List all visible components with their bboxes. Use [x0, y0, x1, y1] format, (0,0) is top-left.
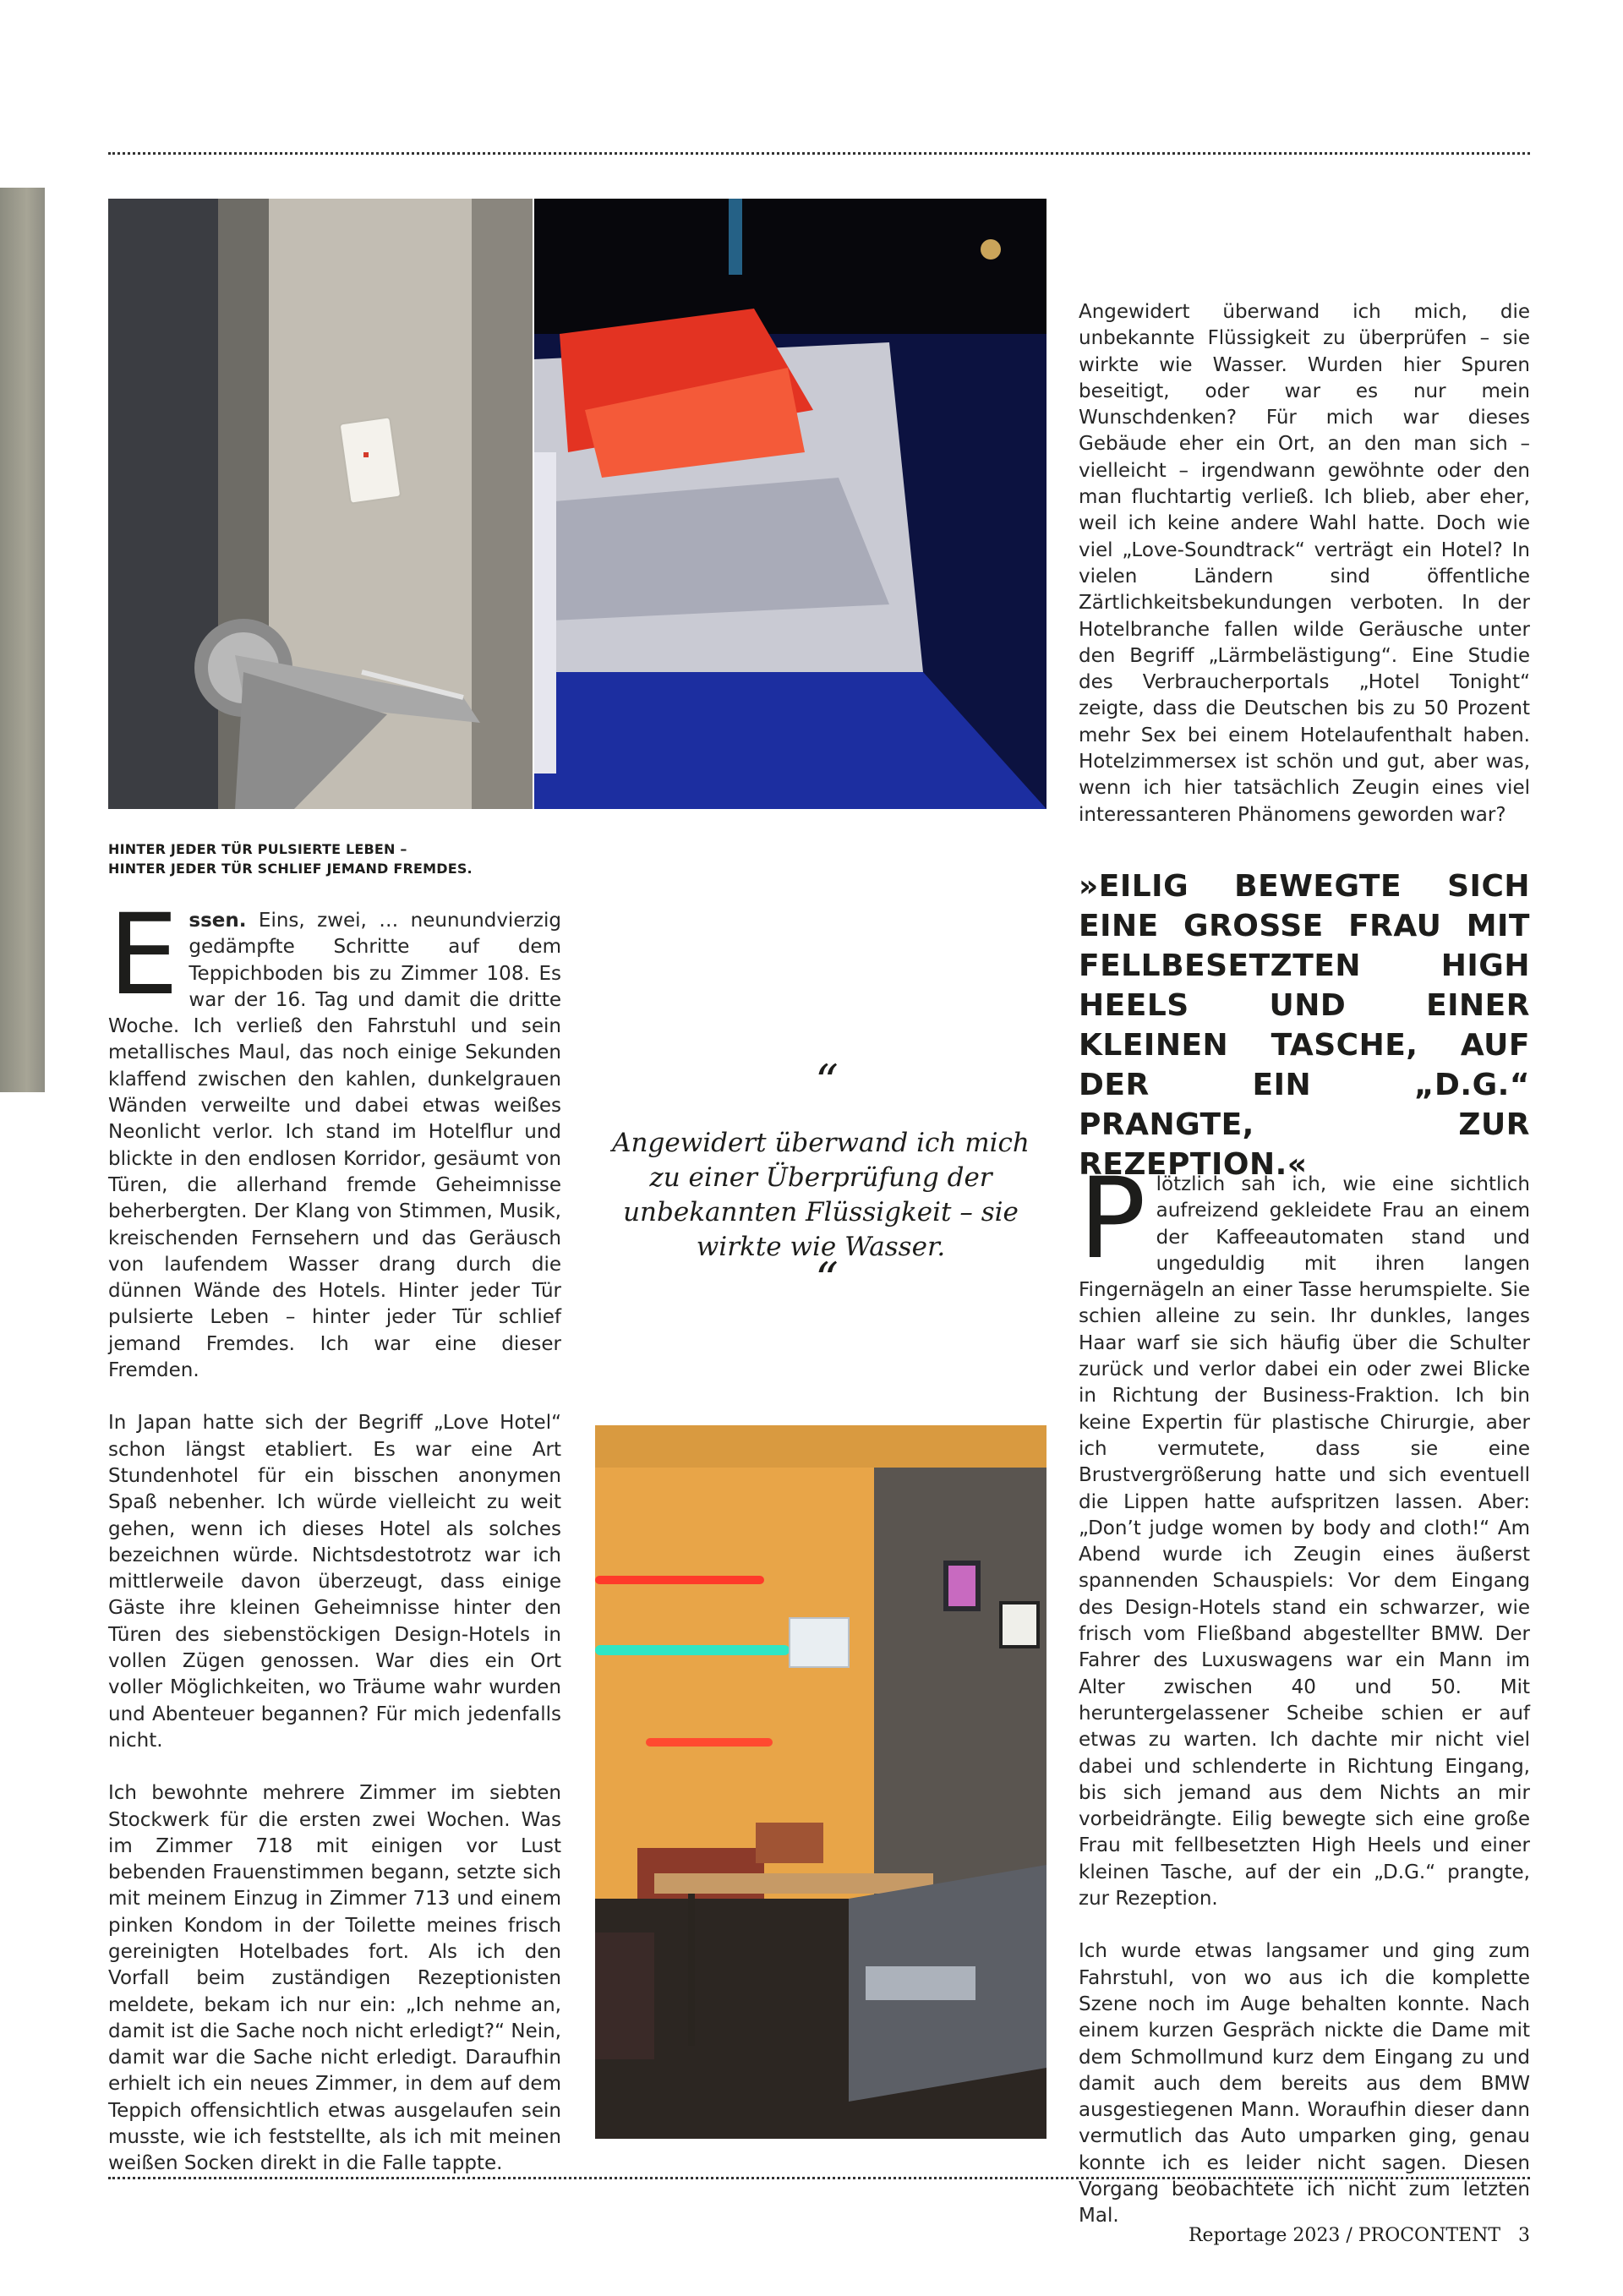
quote-mark-open: “	[815, 1055, 839, 1108]
photo-door-handle	[108, 199, 533, 809]
page-number: 3	[1518, 2225, 1530, 2246]
pull-quote: Angewidert überwand ich mich zu einer Überprüfung der unbekannten Flüssigkeit – sie wirkte wie Wasser.	[612, 1128, 1030, 1262]
photo-hotel-bed	[534, 199, 1046, 809]
footer-publication: Reportage 2023 / PROCONTENT	[1188, 2225, 1501, 2246]
right-bottom-paragraph-2: Ich wurde etwas langsamer und ging zum Fahrstuhl, von wo aus ich die komplette Szene noch im Auge behalten konnte. Nach einem kurzen Gespräch nickte die Dame mit dem Schmollmund kurz dem Eingang zu und damit auch dem bereits aus dem BMW ausgestiegenen Mann. Woraufhin dieser dann vermutlich das Auto umparken ging, genau konnte ich es leider nicht sagen. Diesen Vorgang beobachtete ich nicht zum letzten Mal.	[1079, 1940, 1530, 2228]
dropcap-e: E	[108, 890, 179, 1020]
photo-hotel-lounge	[595, 1425, 1046, 2139]
right-text-column-top	[1079, 299, 1530, 855]
caption-line-1: HINTER JEDER TÜR PULSIERTE LEBEN –	[108, 841, 407, 857]
hotel-bed-illustration	[534, 199, 1046, 809]
photo-caption	[108, 839, 615, 878]
left-paragraph-2: In Japan hatte sich der Begriff „Love Hotel“ schon längst etabliert. Es war eine Art Stundenhotel für ein bisschen anonymen Spaß nebenher. Ich würde vielleicht zu weit gehen, wenn ich dieses Hotel als solches bezeichnen würde. Nichtsdestotrotz war ich mittlerweile davon überzeugt, dass einige Gäste ihre kleinen Geheimnisse hinter den Türen des siebenstöckigen Design-Hotels in vollen Zügen genossen. War dies ein Ort voller Möglichkeiten, wo Träume wahr wurden und Abenteuer begannen? Für mich jedenfalls nicht.	[108, 1412, 561, 1752]
adjacent-page-photo-edge	[0, 188, 45, 1092]
bottom-dotted-rule	[108, 2177, 1530, 2179]
left-paragraph-3: Ich bewohnte mehrere Zimmer im siebten Stockwerk für die ersten zwei Wochen. Was im Zimmer 718 mit einigen vor Lust bebenden Frauenstimmen begann, setzte sich mit meinem Einzug in Zimmer 713 und einem pinken Kondom in der Toilette meines frisch gereinigten Hotelbades fort. Als ich den Vorfall beim zuständigen Rezeptionisten meldete, bekam ich nur ein: „Ich nehme an, damit ist die Sache noch nicht erledigt?“ Nein, damit war die Sache nicht erledigt. Daraufhin erhielt ich ein neues Zimmer, in dem auf dem Teppich offensichtlich etwas ausgelaufen sein musste, wie ich feststellte, als ich mit meinen weißen Socken direkt in die Falle tappte.	[108, 1782, 561, 2175]
right-text-column-bottom	[1079, 1154, 1530, 2256]
right-top-paragraph-1: Angewidert überwand ich mich, die unbekannte Flüssigkeit zu überprüfen – sie wirkte wie Wasser. Wurden hier Spuren beseitigt, oder war es nur mein Wunschdenken? Für mich war dieses Gebäude eher ein Ort, an den man sich – vielleicht – irgendwann gewöhnte oder den man fluchtartig verließ. Ich blieb, aber eher, weil ich keine andere Wahl hatte. Doch wie viel „Love-Soundtrack“ verträgt ein Hotel? In vielen Ländern sind öffentliche Zärtlichkeitsbekundungen verboten. In der Hotelbranche fallen wilde Geräusche unter den Begriff „Lärmbelästigung“. Eine Studie des Verbraucherportals „Hotel Tonight“ zeigte, dass die Deutschen bis zu 50 Prozent mehr Sex bei einem Hotelaufenthalt haben. Hotelzimmersex ist schön und gut, aber was, wenn ich hier tatsächlich Zeugin eines viel interessanteren Phänomens geworden war?	[1079, 301, 1530, 826]
right-bottom-paragraph-1-text: lötzlich sah ich, wie eine sichtlich aufreizend gekleidete Frau an einem der Kaffeeautomaten stand und ungeduldig mit ihren langen Fingernägeln an einer Tasse herumspielte. Sie schien alleine zu sein. Ihr dunkles, langes Haar warf sie sich häufig über die Schulter zurück und verlor dabei ein oder zwei Blicke in Richtung der Business-Fraktion. Ich bin keine Expertin für plastische Chirurgie, aber ich vermutete, dass sie eine Brustvergrößerung hatte und sich eventuell die Lippen hatte aufspritzen lassen. Aber: „Don’t judge women by body and cloth!“ Am Abend wurde ich Zeugin eines äußerst spannenden Schauspiels: Vor dem Eingang des Design-Hotels stand ein schwarzer, wie frisch vom Fließband abgestellter BMW. Der Fahrer des Luxuswagens war ein Mann im Alter zwischen 40 und 50. Mit heruntergelassener Scheibe schien er auf etwas zu warten. Ich dachte mir nicht viel dabei und schlenderte in Richtung Eingang, bis sich jemand aus dem Nichts an mir vorbeidrängte. Eilig bewegte sich eine große Frau mit fellbesetzten High Heels und einer kleinen Tasche, auf der ein „D.G.“ prangte, zur Rezeption.	[1079, 1173, 1530, 1911]
left-paragraph-1	[108, 890, 561, 1384]
caption-line-2: HINTER JEDER TÜR SCHLIEF JEMAND FREMDES.	[108, 861, 473, 877]
headline-quote: »EILIG BEWEGTE SICH EINE GROSSE FRAU MIT FELLBESETZTEN HIGH HEELS UND EINER KLEINEN TASCHE, AUF DER EIN „D.G.“ PRANGTE, ZUR REZEPTION.«	[1079, 869, 1530, 1182]
top-dotted-rule	[108, 152, 1530, 155]
left-paragraph-1-text: Eins, zwei, … neunundvierzig gedämpfte Schritte auf dem Teppichboden bis zu Zimmer 108. Es war der 16. Tag und damit die dritte Woche. Ich verließ den Fahrstuhl und sein metallisches Maul, das noch einige Sekunden klaffend zwischen den kahlen, dunkelgrauen Wänden verweilte und dabei etwas weißes Neonlicht verlor. Ich stand im Hotelflur und blickte in den endlosen Korridor, gesäumt von Türen, die allerhand fremde Geheimnisse beherbergten. Der Klang von Stimmen, Musik, kreischenden Fernsehern und das Geräusch von laufendem Wasser drang durch die dünnen Wände des Hotels. Hinter jeder Tür pulsierte Leben – hinter jeder Tür schlief jemand Fremdes. Ich war eine dieser Fremden.	[108, 910, 561, 1382]
lead-word: ssen.	[189, 910, 247, 932]
left-text-column	[108, 890, 561, 2204]
dropcap-p: P	[1079, 1154, 1146, 1284]
door-handle-illustration	[108, 199, 533, 809]
hotel-lounge-illustration	[595, 1425, 1046, 2139]
page-footer	[1189, 2225, 1530, 2246]
quote-mark-close: “	[815, 1253, 839, 1306]
right-bottom-paragraph-1	[1079, 1154, 1530, 1912]
